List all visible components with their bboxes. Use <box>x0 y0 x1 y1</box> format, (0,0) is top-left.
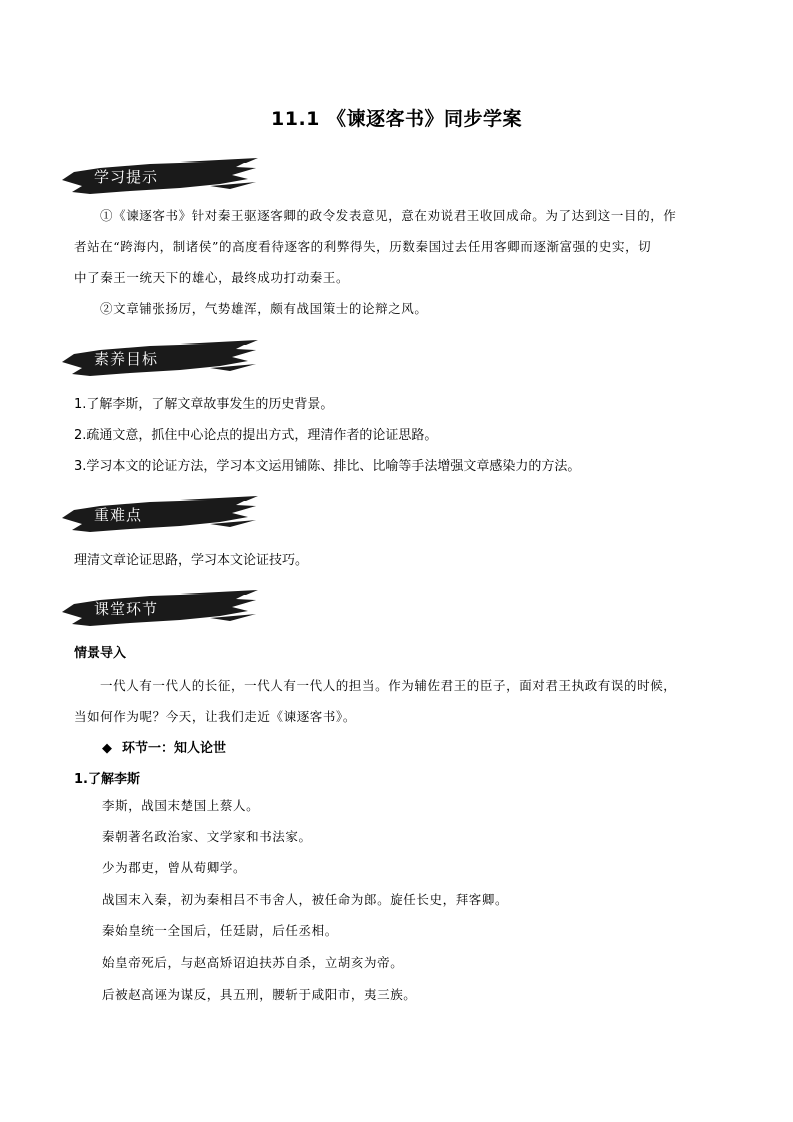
section-heading: 课堂环节 <box>94 600 159 618</box>
section-banner-tips <box>60 158 260 198</box>
section-banner-keypoints <box>60 496 260 536</box>
text-line: ①《谏逐客书》针对秦王驱逐客卿的政令发表意见，意在劝说君王收回成命。为了达到这一目的，作 <box>100 208 677 223</box>
intro-paragraph-line1: 一代人有一代人的长征，一代人有一代人的担当。作为辅佐君王的臣子，面对君王执政有误的时候， <box>100 678 677 693</box>
tips-paragraph-1-line3 <box>74 262 719 293</box>
document-title: 11.1 《谏逐客书》同步学案 <box>271 108 522 130</box>
goal-item: 1.了解李斯，了解文章故事发生的历史背景。 <box>74 397 334 412</box>
ink-brush-stroke <box>60 340 260 380</box>
tips-paragraph-1-line2 <box>74 231 719 262</box>
ink-brush-stroke <box>60 158 260 198</box>
fact-line: 秦朝著名政治家、文学家和书法家。 <box>102 829 312 844</box>
section-heading: 学习提示 <box>94 168 159 186</box>
intro-paragraph-line2: 当如何作为呢？今天，让我们走近《谏逐客书》。 <box>74 709 356 724</box>
ink-brush-stroke <box>60 590 260 630</box>
text-line: 者站在“跨海内，制诸侯”的高度看待逐客的利弊得失，历数秦国过去任用客卿而逐渐富强的史实，切 <box>74 239 652 254</box>
fact-line: 战国末入秦，初为秦相吕不韦舍人，被任命为郎。旋任长史，拜客卿。 <box>102 892 509 907</box>
section-heading: 重难点 <box>94 506 143 524</box>
intro-title: 情景导入 <box>74 646 127 661</box>
fact-line: 后被赵高诬为谋反，具五刑，腰斩于咸阳市，夷三族。 <box>102 987 417 1002</box>
keypoints-text: 理清文章论证思路，学习本文论证技巧。 <box>74 553 309 568</box>
goal-item: 2.疏通文意，抓住中心论点的提出方式，理清作者的论证思路。 <box>74 428 438 443</box>
tips-paragraph-1 <box>74 200 719 231</box>
goal-item: 3.学习本文的论证方法，学习本文运用铺陈、排比、比喻等手法增强文章感染力的方法。 <box>74 459 581 474</box>
fact-line: 秦始皇统一全国后，任廷尉，后任丞相。 <box>102 923 338 938</box>
fact-line: 李斯，战国末楚国上蔡人。 <box>102 798 260 813</box>
fact-line: 始皇帝死后，与赵高矫诏迫扶苏自杀，立胡亥为帝。 <box>102 955 404 970</box>
ink-brush-stroke <box>60 496 260 536</box>
section-banner-class <box>60 590 260 630</box>
section-banner-goals <box>60 340 260 380</box>
diamond-bullet-icon: ◆ <box>102 741 112 756</box>
tips-paragraph-2: ②文章铺张扬厉，气势雄浑，颇有战国策士的论辩之风。 <box>100 301 428 316</box>
fact-line: 少为郡吏，曾从荀卿学。 <box>102 860 247 875</box>
section-heading: 素养目标 <box>94 350 159 368</box>
sub-title: 1.了解李斯 <box>74 772 140 787</box>
step-heading <box>102 733 747 764</box>
text-line: 中了秦王一统天下的雄心，最终成功打动秦王。 <box>74 270 350 285</box>
step-title: 环节一：知人论世 <box>122 741 227 756</box>
